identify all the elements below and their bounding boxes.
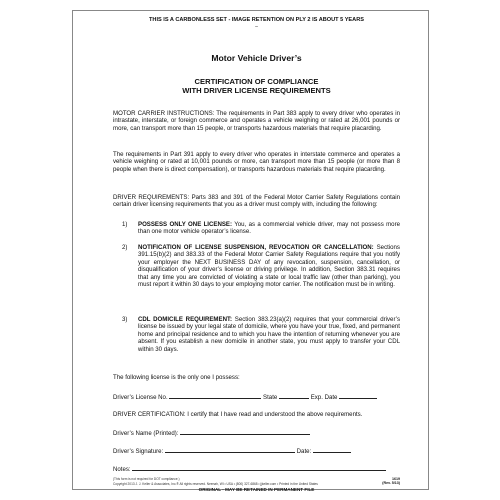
requirement-item-1 — [122, 221, 400, 236]
license-row — [113, 393, 400, 401]
state-field[interactable] — [279, 393, 309, 399]
item-number: 1) — [122, 221, 128, 228]
subtitle-line-2: WITH DRIVER LICENSE REQUIREMENTS — [182, 86, 331, 96]
requirement-item-3 — [122, 316, 400, 353]
license-number-field[interactable] — [169, 393, 261, 399]
item-heading: CDL DOMICILE REQUIREMENT: — [138, 316, 233, 323]
form-code — [382, 477, 400, 485]
item-heading: NOTIFICATION OF LICENSE SUSPENSION, REVOCATION OR CANCELLATION: — [138, 244, 374, 251]
exp-date-field[interactable] — [339, 393, 377, 399]
exp-date-label: Exp. Date — [310, 394, 338, 401]
notes-field[interactable] — [132, 465, 386, 471]
item-number: 3) — [122, 316, 128, 323]
signature-row — [113, 447, 400, 455]
driver-certification: DRIVER CERTIFICATION: I certify that I have read and understood the above requirements. — [113, 411, 363, 418]
copyright-line: Copyright 2013 J. J. Keller & Associates, Inc.® All rights reserved. Neenah, WI • USA • (800) 327-6868 • jjkeller.com • Printed in the United States — [113, 482, 318, 486]
driver-signature-label: Driver’s Signature: — [113, 448, 164, 455]
original-retention-label: ORIGINAL - MAY BE RETAINED IN PERMANENT FILE — [198, 487, 315, 492]
driver-name-label: Driver’s Name (Printed): — [113, 430, 179, 437]
item-text: Section 383.23(a)(2) requires that your commercial driver’s license be issued by your legal state of domicile, where you have your true, fixed, and permanent home and principal residence and to which you have the intention of returning whenever you are absent. If you establish a new domicile in another state, you must apply to transfer your CDL within 30 days. — [138, 316, 400, 353]
item-text: Sections 391.15(b)(2) and 383.33 of the Federal Motor Carrier Safety Regulations require that you notify your employer the NEXT BUSINESS DAY of any revocation, suspension, cancellation, or disqualification of your driver’s license or driving privilege. In addition, Section 383.31 requires that any time you are convicted of violating a state or local traffic law (other than parking), you must report it within 30 days to your employing motor carrier. The notification must be in writing. — [138, 244, 400, 289]
notes-row — [113, 465, 400, 473]
part-391-paragraph: The requirements in Part 391 apply to every driver who operates in interstate commerce and operates a vehicle weighing or rated at 10,001 pounds or more, can transport more than 15 people (or more than 8 people when there is direct compensation), or transports hazardous materials that require placarding. — [113, 151, 400, 173]
form-subtitle — [113, 77, 400, 95]
license-intro: The following license is the only one I possess: — [113, 374, 240, 381]
carbonless-banner: THIS IS A CARBONLESS SET - IMAGE RETENTION ON PLY 2 IS ABOUT 5 YEARS — [149, 17, 364, 23]
state-label: State — [263, 394, 278, 401]
subtitle-line-1: CERTIFICATION OF COMPLIANCE — [194, 77, 319, 86]
date-field[interactable] — [313, 447, 351, 453]
requirement-item-2 — [122, 244, 400, 289]
item-number: 2) — [122, 244, 128, 251]
form-number: 1619 — [392, 477, 400, 481]
date-label: Date: — [296, 448, 312, 455]
form-title: Motor Vehicle Driver’s — [211, 53, 302, 63]
license-number-label: Driver’s License No. — [113, 394, 168, 401]
notes-label: Notes: — [113, 466, 131, 473]
item-text: You, as a commercial vehicle driver, may not possess more than one motor vehicle operator’s license. — [138, 221, 400, 236]
form-sheet — [72, 10, 429, 490]
banner-dash: – — [255, 24, 258, 30]
driver-requirements-paragraph: DRIVER REQUIREMENTS: Parts 383 and 391 of the Federal Motor Carrier Safety Regulations contain certain driver licensing requirements that you as a driver must comply with, including the following: — [113, 194, 400, 209]
motor-carrier-instructions: MOTOR CARRIER INSTRUCTIONS: The requirements in Part 383 apply to every driver who operates in intrastate, interstate, or foreign commerce and operates a vehicle weighing or rated at 26,001 pounds or more, can transport more than 15 people, or transports hazardous materials that require placarding. — [113, 110, 400, 132]
item-heading: POSSESS ONLY ONE LICENSE: — [138, 221, 233, 228]
name-row — [113, 429, 400, 437]
not-required-note: (This form is not required for DOT compliance.) — [113, 477, 180, 481]
form-content — [113, 11, 400, 492]
driver-signature-field[interactable] — [165, 447, 295, 453]
form-revision: (Rev. 5/13) — [382, 481, 400, 486]
driver-name-field[interactable] — [180, 429, 310, 435]
